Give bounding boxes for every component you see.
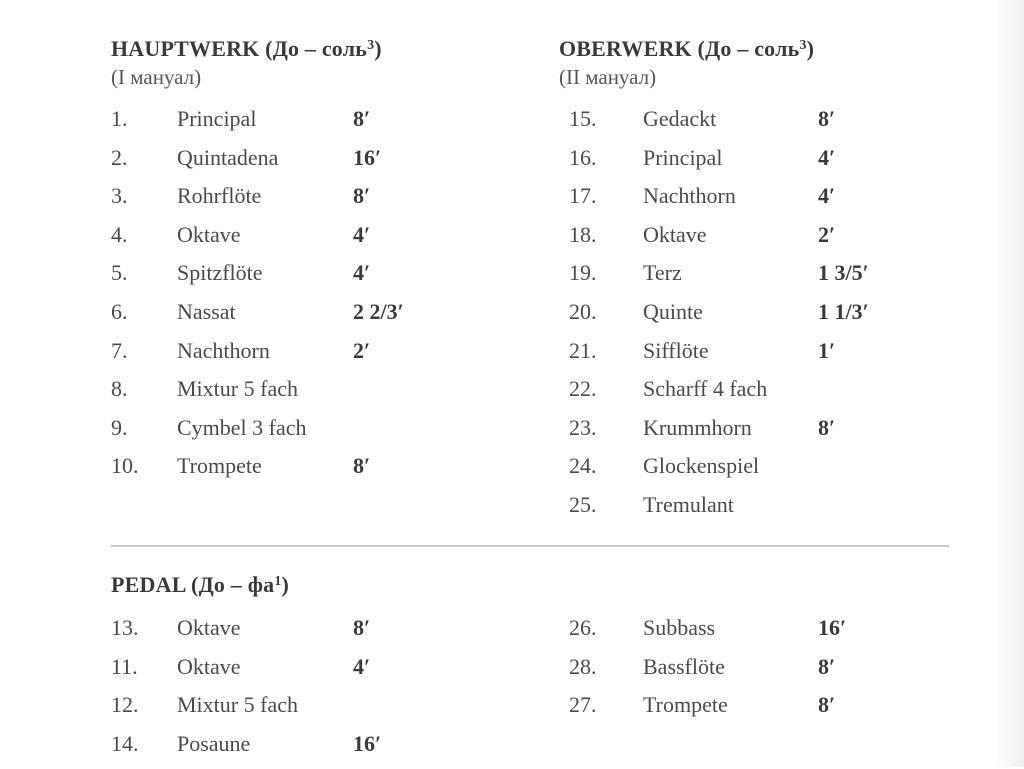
stop-pitch: 2′ [353, 337, 371, 363]
stop-name: Mixtur 5 fach [177, 692, 298, 718]
stop-number: 26. [569, 615, 597, 640]
stop-row [111, 106, 441, 145]
stop-pitch: 2 2/3′ [353, 298, 404, 324]
stop-number: 13. [111, 615, 139, 640]
oberwerk-title-end: ) [806, 36, 815, 61]
stop-row [111, 692, 441, 731]
stop-row [569, 615, 899, 654]
stop-name: Subbass [643, 615, 716, 640]
stop-pitch: 16′ [353, 144, 382, 170]
stop-number: 11. [111, 653, 138, 679]
stop-name: Nachthorn [177, 337, 270, 363]
stop-pitch: 4′ [353, 653, 371, 679]
stop-row [569, 492, 899, 531]
stop-number: 10. [111, 453, 139, 479]
stop-number: 6. [111, 298, 128, 324]
stop-pitch: 8′ [353, 106, 371, 131]
stop-name: Glockenspiel [643, 453, 760, 479]
stop-name: Scharff 4 fach [643, 376, 768, 402]
stop-name: Quintadena [177, 144, 279, 170]
stop-pitch: 4′ [818, 183, 836, 209]
stop-row [569, 692, 899, 731]
stop-row [569, 376, 899, 415]
stop-number: 12. [111, 692, 139, 718]
oberwerk-title [559, 36, 814, 62]
stop-row [111, 145, 441, 184]
stop-pitch: 8′ [818, 692, 836, 718]
stop-pitch: 8′ [353, 183, 371, 209]
stop-name: Oktave [643, 221, 707, 247]
stop-row [569, 106, 899, 145]
stop-name: Bassflöte [643, 653, 725, 679]
stop-name: Nachthorn [643, 183, 736, 209]
stop-name: Principal [177, 106, 257, 131]
stop-number: 23. [569, 414, 597, 440]
stop-row [111, 615, 441, 654]
section-divider [111, 545, 949, 547]
stop-number: 2. [111, 144, 128, 170]
stop-row [569, 222, 899, 261]
stop-number: 16. [569, 144, 597, 170]
stop-number: 28. [569, 653, 597, 679]
stop-name: Trompete [177, 453, 262, 479]
stop-number: 24. [569, 453, 597, 479]
stop-pitch: 8′ [818, 414, 836, 440]
pedal-stop-list-right [569, 615, 899, 731]
stop-number: 25. [569, 491, 597, 517]
stop-number: 5. [111, 260, 128, 286]
stop-row [111, 654, 441, 693]
oberwerk-stop-list [569, 106, 899, 531]
hauptwerk-title-sup: 3 [367, 38, 375, 53]
stop-pitch: 1 1/3′ [818, 298, 869, 324]
stop-name: Posaune [177, 730, 251, 756]
stop-name: Oktave [177, 615, 241, 640]
stop-row [569, 453, 899, 492]
stop-number: 18. [569, 221, 597, 247]
stop-name: Mixtur 5 fach [177, 376, 298, 402]
hauptwerk-title-end: ) [374, 36, 382, 61]
stop-number: 19. [569, 260, 597, 286]
stop-row [569, 654, 899, 693]
stop-name: Nassat [177, 298, 236, 324]
stop-pitch: 8′ [818, 653, 836, 679]
stop-number: 22. [569, 376, 597, 402]
stop-row [569, 415, 899, 454]
stop-name: Oktave [177, 653, 241, 679]
pedal-title [111, 572, 289, 598]
stop-pitch: 16′ [818, 615, 847, 640]
stop-pitch: 4′ [353, 221, 371, 247]
oberwerk-title-text: OBERWERK (До – соль [559, 36, 800, 61]
stop-pitch: 8′ [818, 106, 836, 131]
oberwerk-title-sup: 3 [799, 38, 807, 53]
stop-pitch: 1′ [818, 337, 836, 363]
stop-number: 1. [111, 106, 128, 131]
stop-row [569, 145, 899, 184]
stop-row [111, 222, 441, 261]
stop-row [569, 260, 899, 299]
stop-row [569, 183, 899, 222]
hauptwerk-title [111, 36, 382, 62]
stop-row [111, 415, 441, 454]
hauptwerk-stop-list [111, 106, 441, 492]
stop-name: Tremulant [643, 491, 734, 517]
stop-row [111, 299, 441, 338]
hauptwerk-title-text: HAUPTWERK (До – соль [111, 36, 368, 61]
stop-name: Terz [643, 260, 682, 286]
hauptwerk-subtitle: (I мануал) [111, 65, 202, 89]
stop-number: 7. [111, 337, 128, 363]
stop-row [111, 376, 441, 415]
stop-number: 3. [111, 183, 128, 209]
stop-pitch: 1 3/5′ [818, 260, 869, 286]
stop-row [111, 260, 441, 299]
stop-name: Cymbel 3 fach [177, 414, 307, 440]
stop-name: Rohrflöte [177, 183, 262, 209]
stop-pitch: 4′ [818, 144, 836, 170]
stop-number: 21. [569, 337, 597, 363]
stop-row [111, 183, 441, 222]
stop-name: Oktave [177, 221, 241, 247]
stop-number: 20. [569, 298, 597, 324]
stop-name: Principal [643, 144, 723, 170]
stop-pitch: 8′ [353, 453, 371, 479]
stop-name: Gedackt [643, 106, 717, 131]
stop-pitch: 4′ [353, 260, 371, 286]
pedal-title-sup: 1 [274, 574, 282, 589]
stop-name: Sifflöte [643, 337, 709, 363]
stop-row [111, 453, 441, 492]
stop-pitch: 16′ [353, 730, 382, 756]
stop-pitch: 8′ [353, 615, 371, 640]
stop-name: Spitzflöte [177, 260, 263, 286]
stop-number: 4. [111, 221, 128, 247]
stop-number: 9. [111, 414, 128, 440]
page-edge-shade [996, 0, 1024, 767]
stop-name: Trompete [643, 692, 728, 718]
stop-pitch: 2′ [818, 221, 836, 247]
stop-row [569, 299, 899, 338]
stop-number: 17. [569, 183, 597, 209]
stop-number: 27. [569, 692, 597, 718]
stop-row [111, 731, 441, 769]
pedal-title-end: ) [281, 572, 290, 597]
oberwerk-subtitle: (II мануал) [559, 65, 657, 89]
stop-number: 15. [569, 106, 597, 131]
stop-number: 8. [111, 376, 128, 402]
pedal-stop-list-left [111, 615, 441, 769]
stop-row [569, 338, 899, 377]
stop-name: Krummhorn [643, 414, 752, 440]
pedal-title-text: PEDAL (До – фа [111, 572, 275, 597]
stop-number: 14. [111, 730, 139, 756]
stop-row [111, 338, 441, 377]
stop-name: Quinte [643, 298, 703, 324]
